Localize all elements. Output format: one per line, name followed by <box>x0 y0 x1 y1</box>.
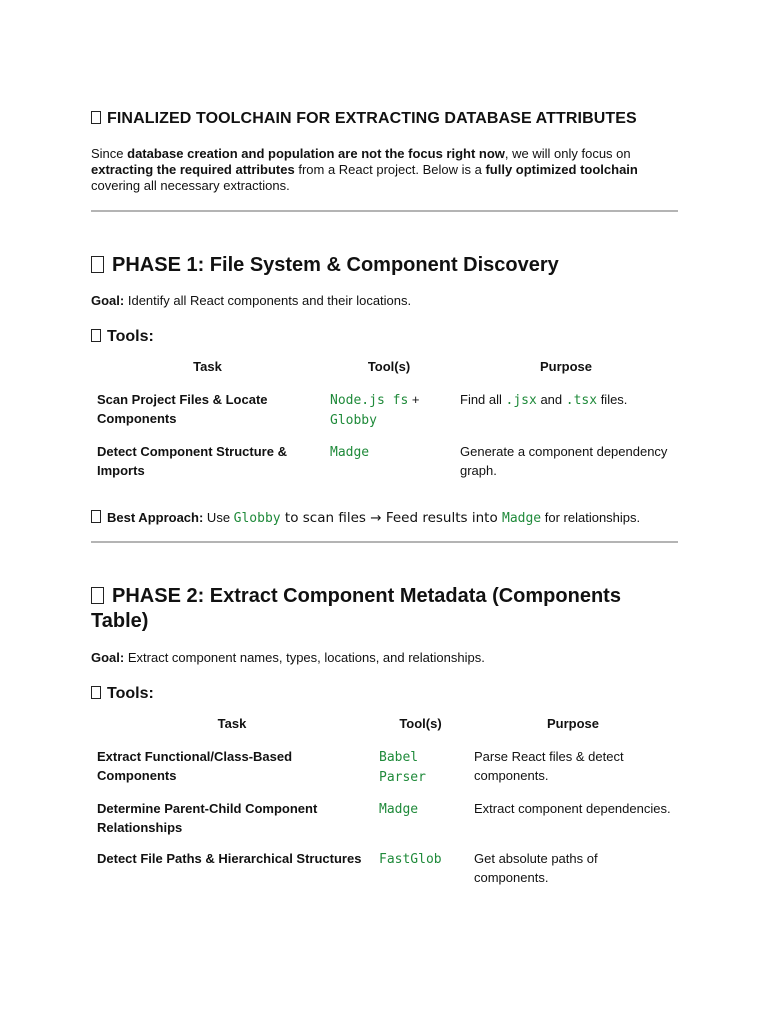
best-approach-text: to scan files → Feed results into <box>280 510 502 526</box>
goal-text: Extract component names, types, locations, and relationships. <box>124 650 485 665</box>
phase2-tools-table <box>91 714 678 899</box>
column-header-tools: Tool(s) <box>367 359 411 374</box>
purpose-cell: Parse React files & detect components. <box>474 749 624 783</box>
phase2-heading <box>91 584 678 634</box>
phase1-tools-heading <box>91 328 154 346</box>
tools-heading-text: Tools: <box>107 328 154 345</box>
purpose-cell <box>454 390 678 442</box>
table-row <box>91 849 678 899</box>
goal-text: Identify all React components and their locations. <box>124 293 412 308</box>
best-approach-label: Best Approach: <box>107 510 204 525</box>
purpose-code: .tsx <box>565 393 598 408</box>
purpose-cell: Generate a component dependency graph. <box>460 444 668 478</box>
table-header-row <box>91 714 678 747</box>
intro-paragraph <box>91 146 678 194</box>
tool-cell <box>324 442 454 492</box>
phase2-tools-heading <box>91 685 154 703</box>
best-approach-text: for relationships. <box>541 510 641 525</box>
task-cell: Detect Component Structure & Imports <box>97 444 287 478</box>
main-heading <box>91 110 637 128</box>
missing-glyph-icon <box>91 256 104 273</box>
phase1-heading <box>91 253 678 278</box>
intro-text: covering all necessary extractions. <box>91 178 290 193</box>
column-header-purpose: Purpose <box>539 359 592 374</box>
best-approach-code: Madge <box>502 511 542 526</box>
purpose-cell: Extract component dependencies. <box>474 801 671 816</box>
missing-glyph-icon <box>91 587 104 604</box>
phase2-heading-text: PHASE 2: Extract Component Metadata (Components Table) <box>91 585 621 632</box>
table-row <box>91 747 678 799</box>
main-heading-text: FINALIZED TOOLCHAIN FOR EXTRACTING DATABASE ATTRIBUTES <box>107 110 637 127</box>
best-approach-note <box>91 509 640 528</box>
missing-glyph-icon <box>91 686 101 699</box>
intro-bold: fully optimized toolchain <box>485 162 638 177</box>
goal-label: Goal: <box>91 650 125 665</box>
tool-code: Node.js fs <box>330 393 409 408</box>
phase1-goal <box>91 293 411 309</box>
task-cell: Determine Parent-Child Component Relationships <box>97 801 318 835</box>
phase1-heading-text: PHASE 1: File System & Component Discovery <box>112 254 559 276</box>
tool-cell <box>373 799 468 849</box>
column-header-task: Task <box>193 359 222 374</box>
purpose-text: Find all <box>460 392 506 407</box>
task-cell: Scan Project Files & Locate Components <box>97 392 268 426</box>
column-header-purpose: Purpose <box>546 716 599 731</box>
task-cell: Detect File Paths & Hierarchical Structures <box>97 851 362 866</box>
intro-text: Since <box>91 146 128 161</box>
missing-glyph-icon <box>91 111 101 124</box>
tool-cell <box>373 849 468 899</box>
column-header-task: Task <box>217 716 247 731</box>
table-row <box>91 442 678 492</box>
intro-bold: database creation and population are not the focus right now <box>127 146 505 161</box>
phase2-goal <box>91 650 485 666</box>
intro-text: from a React project. Below is a <box>294 162 486 177</box>
missing-glyph-icon <box>91 329 101 342</box>
best-approach-code: Globby <box>233 511 281 526</box>
tool-code: FastGlob <box>379 852 442 867</box>
tool-code: Babel Parser <box>379 750 426 785</box>
tool-cell <box>373 747 468 799</box>
phase1-tools-table <box>91 357 678 492</box>
best-approach-text: Use <box>203 510 234 525</box>
divider <box>91 210 678 212</box>
tool-cell <box>324 390 454 442</box>
tool-code: Globby <box>330 413 377 428</box>
table-row <box>91 799 678 849</box>
goal-label: Goal: <box>91 293 125 308</box>
tools-heading-text: Tools: <box>107 685 154 702</box>
missing-glyph-icon <box>91 510 101 523</box>
purpose-cell: Get absolute paths of components. <box>474 851 598 885</box>
table-row <box>91 390 678 442</box>
divider <box>91 541 678 543</box>
intro-text: , we will only focus on <box>504 146 631 161</box>
purpose-code: .jsx <box>505 393 537 408</box>
purpose-text: and <box>536 392 566 407</box>
table-header-row <box>91 357 678 390</box>
intro-bold: extracting the required attributes <box>91 162 295 177</box>
column-header-tools: Tool(s) <box>399 716 442 731</box>
purpose-text: files. <box>597 392 628 407</box>
tool-separator: + <box>408 392 420 407</box>
task-cell: Extract Functional/Class-Based Components <box>97 749 293 783</box>
tool-code: Madge <box>379 802 419 817</box>
tool-code: Madge <box>330 445 370 460</box>
